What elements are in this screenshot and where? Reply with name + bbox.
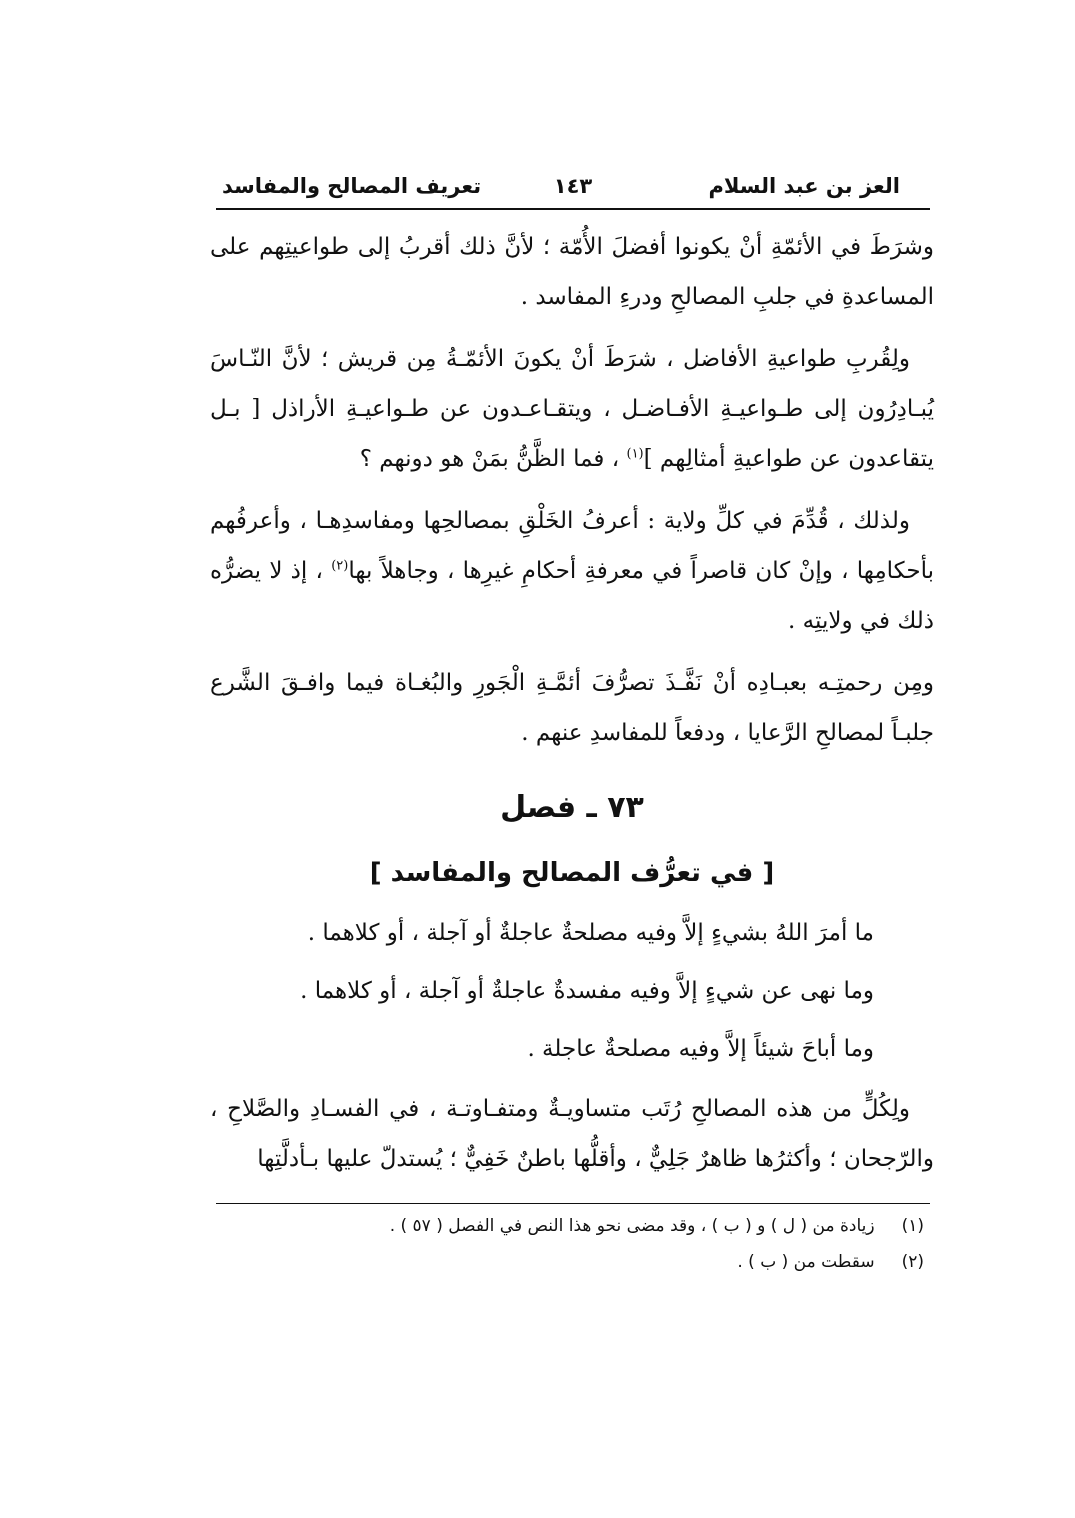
page-number: ١٤٣ xyxy=(553,174,593,198)
paragraph-3: ولذلك ، قُدِّمَ في كلِّ ولاية : أعرفُ الخَلْقِ بمصالحِها ومفاسدِهـا ، وأعرفُهم بأحكامِها ، وإنْ كان قاصراً في معرفةِ أحكامِ غيرِها ، وجاهلاً بها$^{(٢)}$ ، إذ لا يضرُّه ذلك في ولايتِه . xyxy=(210,508,935,634)
footnote-text: زيادة من ( ل ) و ( ب ) ، وقد مضى نحو هذا النص في الفصل ( ٥٧ ) . xyxy=(389,1216,875,1236)
footnotes xyxy=(210,1208,924,1280)
page-header xyxy=(216,170,930,210)
section-text xyxy=(210,904,934,1184)
section-paragraph-2: وما نهى عن شيءٍ إلاَّ وفيه مفسدةٌ عاجلةٌ أو آجلة ، أو كلاهما . xyxy=(300,978,874,1004)
header-chapter-title: تعريف المصالح والمفاسد xyxy=(222,174,482,198)
section-subheading: [ في تعرُّف المصالح والمفاسد ] xyxy=(369,858,775,888)
footnote-number: (٢) xyxy=(901,1252,924,1272)
paragraph-2: ولِقُربِ طواعيةِ الأفاضل ، شرَطَ أنْ يكونَ الأئمّـةُ مِن قريش ؛ لأنَّ النّـاسَ يُبـادِرُون إلى طـواعيـةِ الأفـاضـل ، ويتقـاعـدون عن طـواعيـةِ الأراذل [ بـل يتقاعدون عن طواعيةِ أمثالِهم ]$^{(١)}$ ، فما الظَّنُّ بمَنْ هو دونهم ؟ xyxy=(210,346,934,472)
footnote-ref-2[interactable]: (٢) xyxy=(331,558,349,574)
section-paragraph-1: ما أمرَ اللهُ بشيءٍ إلاَّ وفيه مصلحةٌ عاجلةٌ أو آجلة ، أو كلاهما . xyxy=(307,920,874,946)
footnote-number: (١) xyxy=(901,1216,924,1236)
section-paragraph-3: وما أباحَ شيئاً إلاَّ وفيه مصلحةٌ عاجلة . xyxy=(527,1036,874,1062)
footnote-1 xyxy=(210,1208,924,1244)
footnote-divider xyxy=(216,1203,930,1204)
paragraph-1: وشرَطَ في الأئمّةِ أنْ يكونوا أفضلَ الأُمّة ؛ لأنَّ ذلك أقربُ إلى طواعيتِهم على المساعدةِ في جلبِ المصالحِ ودرءِ المفاسد . xyxy=(210,234,934,310)
footnote-text: سقطت من ( ب ) . xyxy=(737,1252,875,1272)
paragraph-4: ومِن رحمتِـه بعبـادِه أنْ نَفَّـذَ تصرُّفَ أئمَّـةِ الْجَورِ والبُغـاة فيما وافـقَ الشَّرع جلبـاً لمصالحِ الرَّعايا ، ودفعاً للمفاسدِ عنهم . xyxy=(210,670,934,746)
footnote-2 xyxy=(210,1244,924,1280)
section-heading: ٧٣ ـ فصل xyxy=(500,790,644,825)
section-paragraph-4: ولِكُلٍّ من هذه المصالحِ رُتَب متساويـةٌ ومتفـاوتـة ، في الفسـادِ والصَّلاحِ ، والرّجحان ؛ وأكثرُها ظاهرٌ جَلِيٌّ ، وأقلُّها باطنٌ خَفِيٌّ ؛ يُستدلّ عليها بـأدلَّتِها xyxy=(210,1096,934,1172)
footnote-ref-1[interactable]: (١) xyxy=(626,446,644,462)
main-text xyxy=(210,222,934,770)
header-author: العز بن عبد السلام xyxy=(708,174,900,198)
